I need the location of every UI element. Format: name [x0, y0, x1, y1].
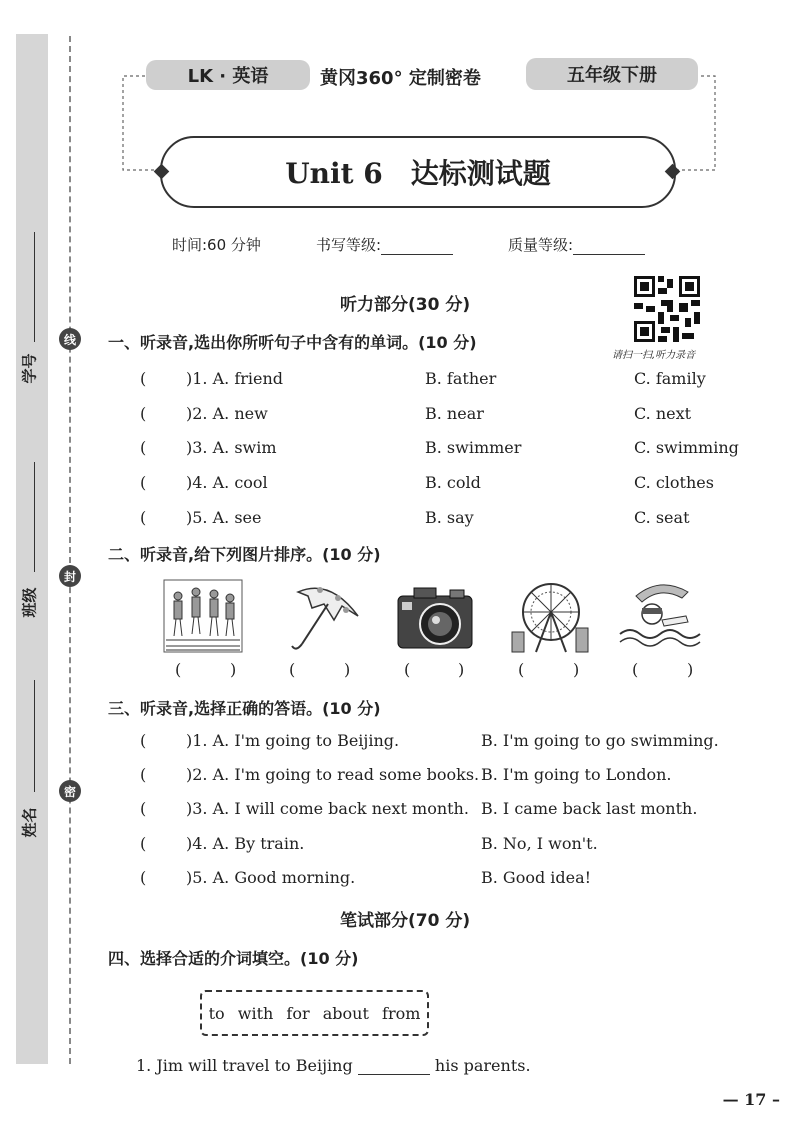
s1-q3-c: C. swimming [634, 438, 739, 457]
cut-line [69, 36, 71, 1064]
quality-grade-info [508, 234, 645, 255]
s3-q2-paren[interactable]: ( [140, 765, 147, 784]
series-title: 黄冈360° 定制密卷 [320, 68, 481, 89]
s1-q2-paren[interactable]: ( [140, 404, 147, 423]
seal-line-mark: 线 [59, 328, 81, 350]
seal-secret-mark: 密 [59, 780, 81, 802]
time-info: 时间:60 分钟 [172, 236, 261, 254]
section3-title: 三、听录音,选择正确的答语。(10 分) [108, 699, 381, 718]
s1-q1-paren[interactable]: ( [140, 369, 147, 388]
s1-q5-c: C. seat [634, 508, 690, 527]
word-bank-item: for [286, 1003, 310, 1023]
s3-q3-b: B. I came back last month. [481, 799, 698, 818]
section4-title: 四、选择合适的介词填空。(10 分) [108, 949, 359, 968]
grade-badge: 五年级下册 [526, 58, 698, 90]
quality-grade-label: 质量等级: [508, 236, 574, 254]
seal-seal-mark: 封 [59, 565, 81, 587]
s1-q3-a: )3. A. swim [186, 438, 277, 457]
listening-part-title: 听力部分(30 分) [340, 295, 471, 315]
s1-q4-c: C. clothes [634, 473, 714, 492]
s2-paren-5-open[interactable]: ( [632, 660, 639, 679]
binding-strip [16, 34, 48, 1064]
s2-paren-2-open[interactable]: ( [289, 660, 296, 679]
class-blank [34, 462, 35, 572]
umbrella-picture [280, 576, 366, 658]
name-blank [34, 680, 35, 792]
name-label: 姓名 [20, 807, 39, 838]
s2-paren-5-close: ) [687, 660, 694, 679]
s3-q1-paren[interactable]: ( [140, 731, 147, 750]
page-title: Unit 6 达标测试题 [160, 136, 676, 208]
page-number: — 17 – [722, 1090, 780, 1109]
writing-grade-info [316, 234, 453, 255]
s3-q2-b: B. I'm going to London. [481, 765, 672, 784]
s4-q1-after: his parents. [434, 1056, 531, 1075]
writing-part-title: 笔试部分(70 分) [340, 911, 471, 931]
s3-q5-a: )5. A. Good morning. [186, 868, 356, 887]
section1-title: 一、听录音,选出你所听句子中含有的单词。(10 分) [108, 333, 477, 352]
s2-paren-4-close: ) [573, 660, 580, 679]
student-no-blank [34, 232, 35, 342]
s1-q1-b: B. father [425, 369, 497, 388]
s1-q1-a: )1. A. friend [186, 369, 284, 388]
section2-title: 二、听录音,给下列图片排序。(10 分) [108, 545, 381, 564]
word-bank-item: with [237, 1003, 274, 1023]
word-bank-item: to [208, 1003, 225, 1023]
s4-q1-before: 1. Jim will travel to Beijing [136, 1056, 353, 1075]
s1-q5-b: B. say [425, 508, 474, 527]
s2-paren-3-close: ) [458, 660, 465, 679]
student-no-label: 学号 [20, 353, 39, 384]
s1-q5-paren[interactable]: ( [140, 508, 147, 527]
s3-q4-b: B. No, I won't. [481, 834, 598, 853]
s3-q1-b: B. I'm going to go swimming. [481, 731, 719, 750]
ferris-wheel-picture [508, 576, 594, 658]
s1-q1-c: C. family [634, 369, 706, 388]
qr-code-icon[interactable] [634, 276, 700, 342]
s3-q2-a: )2. A. I'm going to read some books. [186, 765, 480, 784]
s3-q1-a: )1. A. I'm going to Beijing. [186, 731, 400, 750]
camera-picture [392, 576, 478, 658]
word-bank-item: from [382, 1003, 421, 1023]
word-bank [200, 990, 429, 1036]
word-bank-item: about [322, 1003, 369, 1023]
s3-q5-b: B. Good idea! [481, 868, 592, 887]
s3-q5-paren[interactable]: ( [140, 868, 147, 887]
s2-paren-4-open[interactable]: ( [518, 660, 525, 679]
class-label: 班级 [20, 587, 39, 618]
s4-q1-blank[interactable] [358, 1060, 430, 1075]
s1-q3-paren[interactable]: ( [140, 438, 147, 457]
s1-q2-c: C. next [634, 404, 692, 423]
s1-q3-b: B. swimmer [425, 438, 522, 457]
s1-q2-b: B. near [425, 404, 484, 423]
s2-paren-1-open[interactable]: ( [175, 660, 182, 679]
s2-paren-3-open[interactable]: ( [404, 660, 411, 679]
writing-grade-label: 书写等级: [316, 236, 382, 254]
subject-badge: LK · 英语 [146, 60, 310, 90]
s3-q3-paren[interactable]: ( [140, 799, 147, 818]
s4-q1 [136, 1056, 531, 1075]
s1-q4-a: )4. A. cool [186, 473, 268, 492]
s1-q2-a: )2. A. new [186, 404, 268, 423]
s1-q5-a: )5. A. see [186, 508, 262, 527]
writing-grade-blank[interactable] [381, 240, 453, 255]
swimmer-picture [616, 576, 702, 658]
people-walking-picture [160, 576, 246, 658]
s2-paren-2-close: ) [344, 660, 351, 679]
s1-q4-b: B. cold [425, 473, 481, 492]
s1-q4-paren[interactable]: ( [140, 473, 147, 492]
quality-grade-blank[interactable] [573, 240, 645, 255]
qr-caption: 请扫一扫,听力录音 [612, 350, 696, 361]
s3-q4-paren[interactable]: ( [140, 834, 147, 853]
s2-paren-1-close: ) [230, 660, 237, 679]
s3-q3-a: )3. A. I will come back next month. [186, 799, 469, 818]
s3-q4-a: )4. A. By train. [186, 834, 305, 853]
